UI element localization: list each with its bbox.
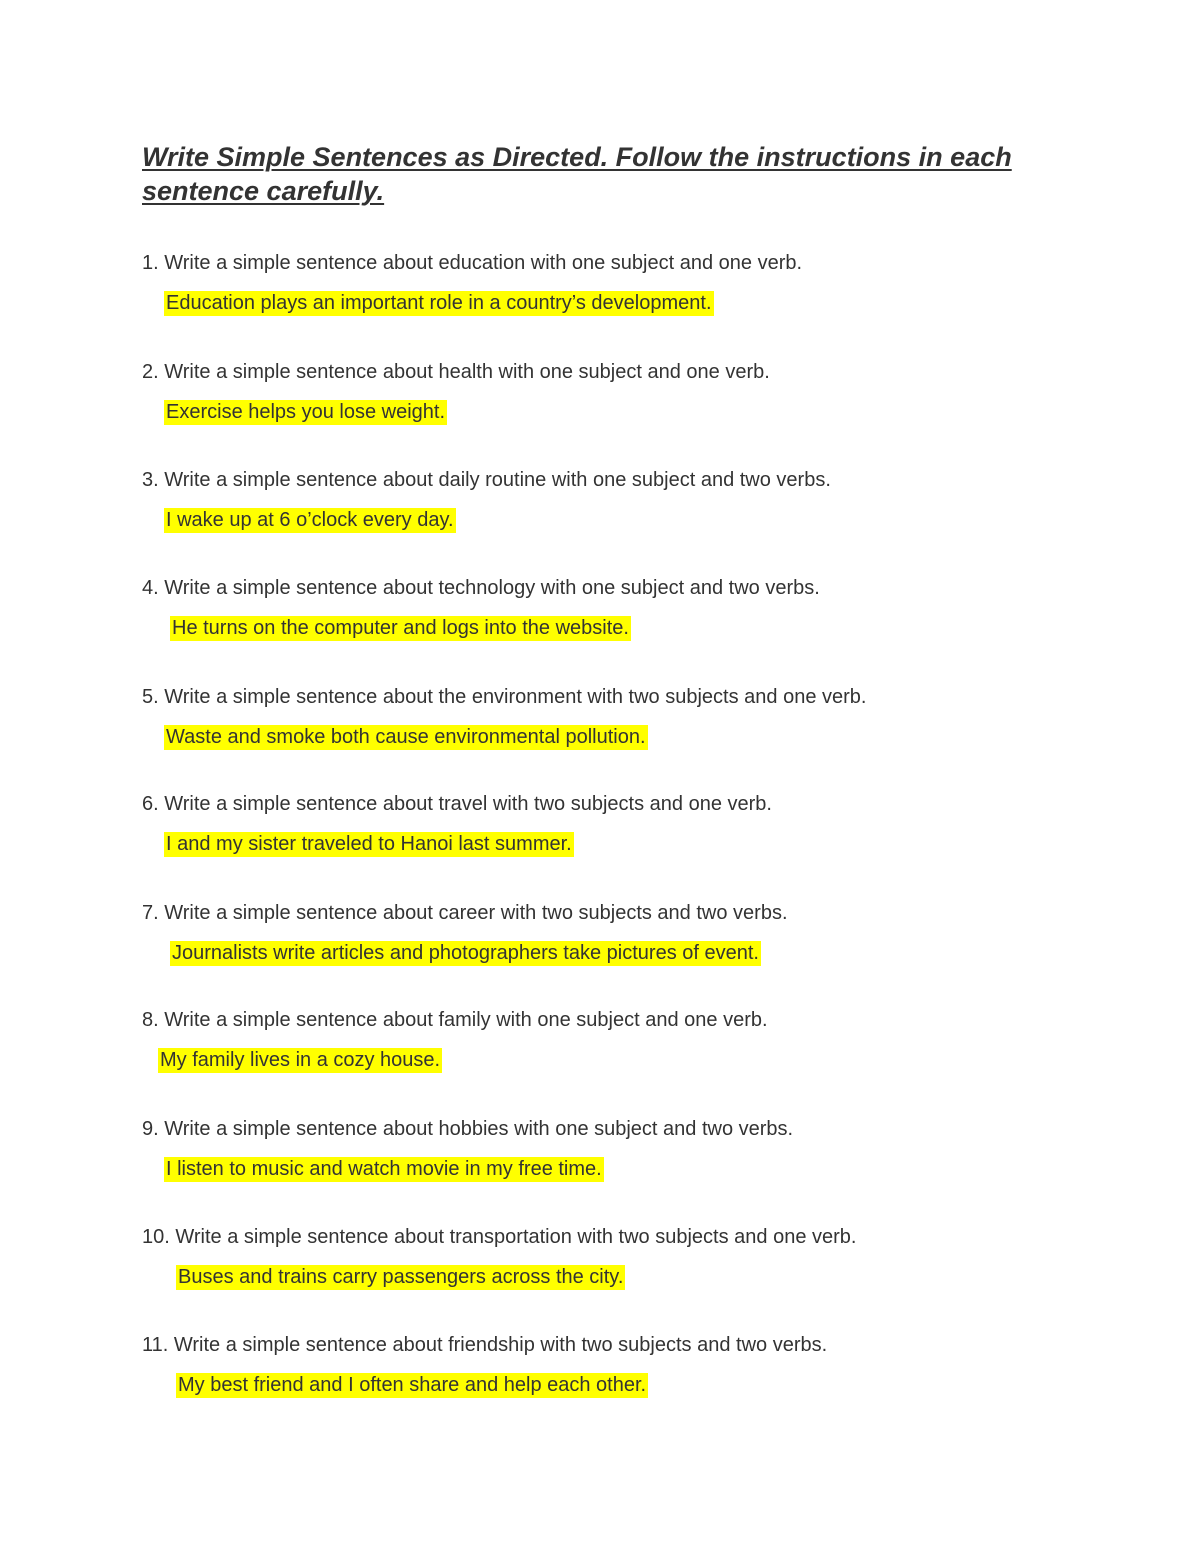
exercise-question: 2. Write a simple sentence about health with one subject and one verb. bbox=[142, 361, 770, 383]
exercise-question: 10. Write a simple sentence about transportation with two subjects and one verb. bbox=[142, 1226, 857, 1248]
exercise-answer bbox=[164, 291, 714, 315]
highlighted-answer-text: I and my sister traveled to Hanoi last summer. bbox=[166, 833, 572, 855]
exercise-item-11 bbox=[0, 1333, 1200, 1413]
highlighted-answer-text: Education plays an important role in a country’s development. bbox=[166, 292, 712, 314]
exercise-answer bbox=[164, 725, 648, 749]
exercise-answer bbox=[158, 1048, 442, 1072]
page-title bbox=[142, 140, 1082, 208]
exercise-item-6 bbox=[0, 792, 1200, 872]
exercise-item-3 bbox=[0, 468, 1200, 548]
highlighted-answer-text: Waste and smoke both cause environmental pollution. bbox=[166, 726, 646, 748]
highlighted-answer-text: He turns on the computer and logs into the website. bbox=[172, 617, 629, 639]
page-title-text: Write Simple Sentences as Directed. Follow the instructions in each sentence carefully. bbox=[142, 142, 1012, 206]
exercise-question: 1. Write a simple sentence about education with one subject and one verb. bbox=[142, 252, 803, 274]
exercise-answer bbox=[170, 941, 761, 965]
exercise-answer bbox=[164, 1157, 604, 1181]
exercise-item-4 bbox=[0, 576, 1200, 656]
highlighted-answer-text: My best friend and I often share and help each other. bbox=[178, 1374, 647, 1396]
exercise-answer bbox=[176, 1265, 625, 1289]
exercise-item-8 bbox=[0, 1008, 1200, 1088]
exercise-answer bbox=[164, 400, 447, 424]
exercise-item-5 bbox=[0, 685, 1200, 765]
exercise-question: 3. Write a simple sentence about daily routine with one subject and two verbs. bbox=[142, 469, 831, 491]
exercise-question: 8. Write a simple sentence about family with one subject and one verb. bbox=[142, 1009, 768, 1031]
exercise-question: 9. Write a simple sentence about hobbies with one subject and two verbs. bbox=[142, 1118, 794, 1140]
exercise-answer bbox=[176, 1373, 648, 1397]
exercise-question: 11. Write a simple sentence about friendship with two subjects and two verbs. bbox=[142, 1334, 828, 1356]
exercise-item-10 bbox=[0, 1225, 1200, 1305]
exercise-question: 4. Write a simple sentence about technology with one subject and two verbs. bbox=[142, 577, 820, 599]
exercise-answer bbox=[164, 832, 574, 856]
exercise-item-7 bbox=[0, 901, 1200, 981]
highlighted-answer-text: Journalists write articles and photographers take pictures of event. bbox=[172, 942, 759, 964]
exercise-item-9 bbox=[0, 1117, 1200, 1197]
highlighted-answer-text: I wake up at 6 o’clock every day. bbox=[166, 509, 454, 531]
exercise-answer bbox=[164, 508, 456, 532]
exercise-question: 5. Write a simple sentence about the environment with two subjects and one verb. bbox=[142, 686, 867, 708]
highlighted-answer-text: I listen to music and watch movie in my free time. bbox=[166, 1158, 602, 1180]
highlighted-answer-text: My family lives in a cozy house. bbox=[160, 1049, 441, 1071]
exercise-item-2 bbox=[0, 360, 1200, 440]
highlighted-answer-text: Buses and trains carry passengers across the city. bbox=[178, 1266, 624, 1288]
exercise-answer bbox=[170, 616, 631, 640]
exercise-question: 6. Write a simple sentence about travel with two subjects and one verb. bbox=[142, 793, 772, 815]
highlighted-answer-text: Exercise helps you lose weight. bbox=[166, 401, 446, 423]
exercise-question: 7. Write a simple sentence about career with two subjects and two verbs. bbox=[142, 902, 788, 924]
exercise-item-1 bbox=[0, 251, 1200, 331]
